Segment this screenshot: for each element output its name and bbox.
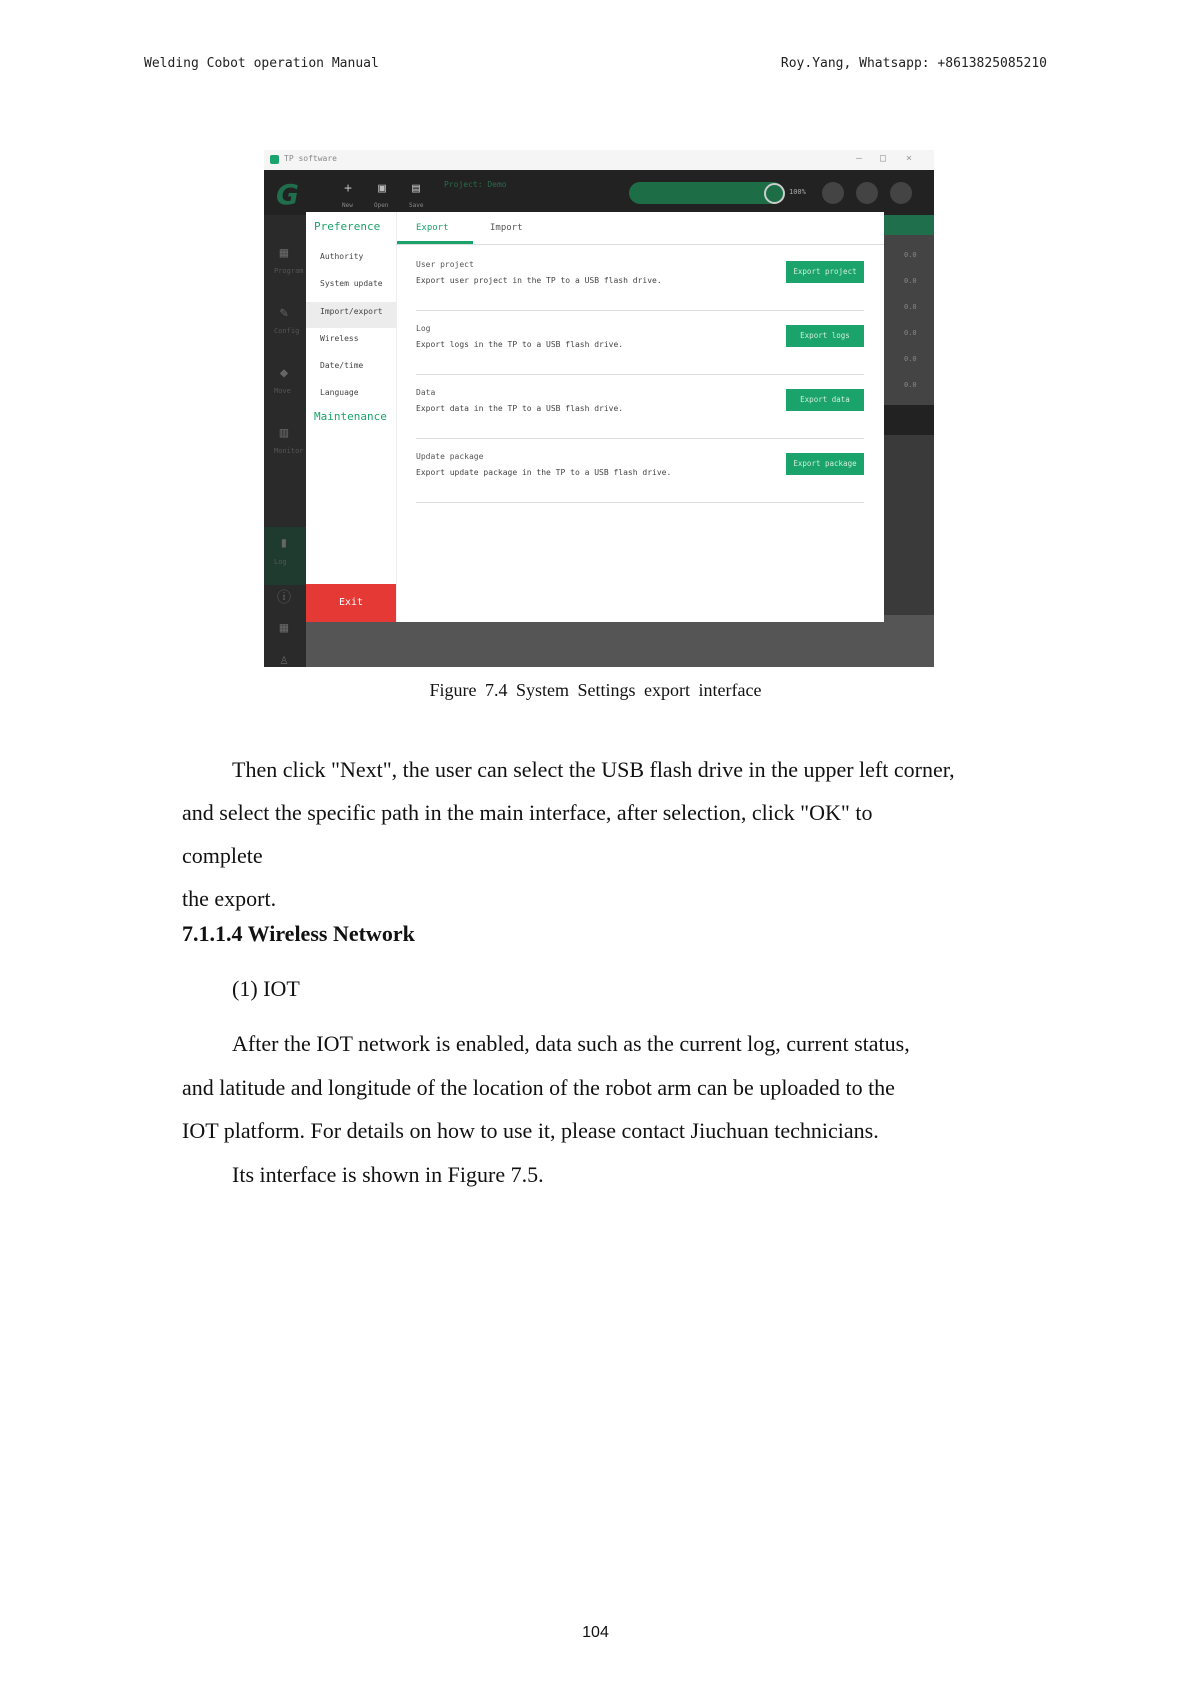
nav-label-monitor: Monitor: [274, 447, 304, 455]
maximize-icon[interactable]: □: [880, 153, 887, 164]
maintenance-heading[interactable]: Maintenance: [314, 410, 387, 423]
row-description: Export update package in the TP to a USB flash drive.: [416, 468, 672, 477]
row-description: Export logs in the TP to a USB flash drive.: [416, 340, 624, 349]
paragraph-line: After the IOT network is enabled, data such as the current log, current status,: [232, 1031, 910, 1056]
export-row-user-project: [416, 246, 864, 311]
sidebar-item-language[interactable]: Language: [320, 388, 359, 397]
top-toolbar: [264, 170, 934, 215]
program-icon[interactable]: ▦: [279, 245, 289, 261]
row-description: Export user project in the TP to a USB flash drive.: [416, 276, 662, 285]
user-icon[interactable]: ♙: [279, 652, 289, 667]
bottom-panel: [306, 615, 934, 667]
right-value: 0.0: [904, 277, 917, 285]
active-tab-indicator: [397, 241, 473, 244]
config-icon[interactable]: ✎: [279, 305, 289, 321]
right-value: 0.0: [904, 355, 917, 363]
right-column-header: [884, 215, 934, 235]
running-header-contact: Roy.Yang, Whatsapp: +8613825085210: [780, 56, 1047, 71]
brand-logo: G: [276, 178, 299, 211]
window-title: TP software: [284, 154, 337, 163]
grid-icon[interactable]: ▦: [279, 620, 289, 636]
right-value: 0.0: [904, 381, 917, 389]
sidebar-item-wireless[interactable]: Wireless: [320, 334, 359, 343]
toolbar-label-save: Save: [409, 202, 424, 209]
open-icon[interactable]: ▣: [378, 181, 386, 196]
right-value-column: [884, 215, 934, 415]
monitor-icon[interactable]: ▥: [279, 425, 289, 441]
figure-screenshot: [264, 150, 934, 667]
export-import-tabs: [396, 212, 884, 245]
subsection-heading: (1) IOT: [232, 976, 300, 1001]
export-row-log: [416, 310, 864, 375]
speed-value: 100%: [789, 188, 806, 196]
row-title: Update package: [416, 452, 484, 461]
project-label: Project: Demo: [444, 180, 507, 189]
paragraph-line: and latitude and longitude of the location of the robot arm can be uploaded to the: [182, 1075, 895, 1100]
export-data-button[interactable]: Export data: [786, 389, 864, 411]
sidebar-item-import-export[interactable]: Import/export: [320, 307, 383, 316]
sidebar-item-authority[interactable]: Authority: [320, 252, 364, 261]
nav-label-move: Move: [274, 387, 291, 395]
tab-export[interactable]: Export: [416, 223, 449, 233]
window-titlebar: [264, 150, 934, 171]
system-settings-dialog: [306, 212, 884, 622]
minimize-icon[interactable]: –: [856, 153, 863, 164]
paragraph-line: complete: [182, 843, 263, 868]
right-value: 0.0: [904, 303, 917, 311]
export-package-button[interactable]: Export package: [786, 453, 864, 475]
paragraph-line: Its interface is shown in Figure 7.5.: [232, 1162, 544, 1187]
row-title: Log: [416, 324, 431, 333]
paragraph-line: the export.: [182, 886, 277, 911]
right-value: 0.0: [904, 251, 917, 259]
sidebar-item-system-update[interactable]: System update: [320, 279, 383, 288]
row-title: Data: [416, 388, 436, 397]
nav-label-log: Log: [274, 558, 287, 566]
preference-heading: Preference: [314, 220, 381, 233]
close-icon[interactable]: ×: [906, 153, 913, 164]
right-value: 0.0: [904, 329, 917, 337]
pause-icon[interactable]: [856, 182, 878, 204]
save-icon[interactable]: ▤: [412, 181, 420, 196]
tab-import[interactable]: Import: [490, 223, 523, 233]
move-icon[interactable]: ◆: [279, 365, 289, 381]
paragraph-line: IOT platform. For details on how to use it, please contact Jiuchuan technicians.: [182, 1118, 879, 1143]
export-row-update-package: [416, 438, 864, 503]
left-navigation: [264, 215, 306, 667]
speed-slider[interactable]: [629, 182, 784, 204]
preference-sidebar: [306, 212, 397, 622]
export-row-data: [416, 374, 864, 439]
app-logo-icon: [270, 155, 279, 164]
nav-label-program: Program: [274, 267, 304, 275]
exit-button[interactable]: Exit: [306, 584, 396, 622]
nav-label-config: Config: [274, 327, 300, 335]
row-description: Export data in the TP to a USB flash drive.: [416, 404, 624, 413]
page-number: 104: [582, 1624, 609, 1641]
stop-icon[interactable]: [890, 182, 912, 204]
section-heading: 7.1.1.4 Wireless Network: [182, 921, 415, 946]
paragraph-line: and select the specific path in the main interface, after selection, click "OK" to: [182, 800, 873, 825]
log-icon[interactable]: ▮: [279, 535, 289, 551]
toolbar-label-new: New: [342, 202, 353, 209]
info-icon[interactable]: ⓘ: [277, 590, 291, 606]
export-logs-button[interactable]: Export logs: [786, 325, 864, 347]
toolbar-label-open: Open: [374, 202, 389, 209]
sidebar-item-date-time[interactable]: Date/time: [320, 361, 364, 370]
running-header-title: Welding Cobot operation Manual: [144, 56, 379, 71]
paragraph-line: Then click "Next", the user can select the USB flash drive in the upper left corner,: [232, 757, 955, 782]
right-column-footer: [884, 405, 934, 435]
play-icon[interactable]: [822, 182, 844, 204]
figure-caption: Figure 7.4 System Settings export interface: [429, 680, 762, 700]
plus-icon[interactable]: +: [344, 181, 352, 196]
speed-slider-knob[interactable]: [764, 183, 785, 204]
export-project-button[interactable]: Export project: [786, 261, 864, 283]
row-title: User project: [416, 260, 474, 269]
